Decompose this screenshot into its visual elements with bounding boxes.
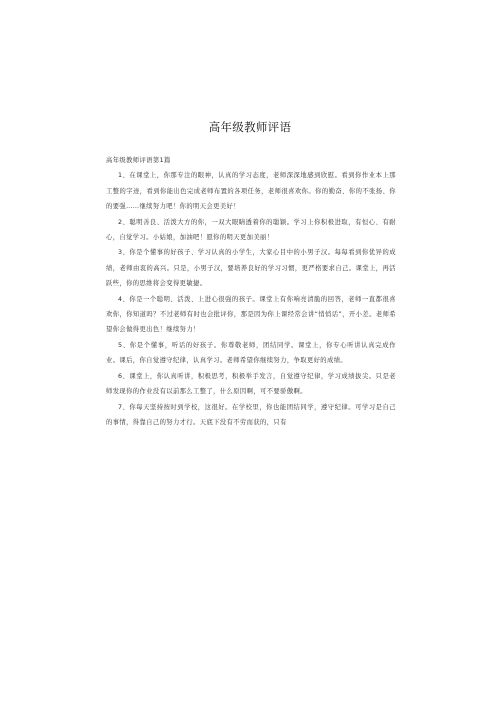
comment-paragraph-5: 5、你是个懂事，听话的好孩子。你尊敬老师，团结同学。课堂上，你专心听讲认真完成作业。课后，你自觉遵守纪律，认真学习。老师希望你继续努力，争取更好的成绩。 [106,341,396,365]
comment-paragraph-4: 4、你是一个聪明、活泼、上进心很强的孩子。课堂上有你响亮清脆的回答，老师一直都很喜欢你，你知道吗？不过老师有时也会批评你，那是因为你上课经常会讲“悄悄话”，开小差。老师希望你会做得更出色！继续努力！ [106,295,396,334]
comment-paragraph-1: 1、在课堂上，你那专注的眼神，认真的学习态度，老师深深地感到欣慰。看到你作业本上那工整的字迹，看到你能出色完成老师布置的各项任务，老师很喜欢你。你的勤奋、你的不张扬、你的要强……继续努力吧！你的明天会更美好！ [106,172,396,211]
section-subtitle: 高年级教师评语第1篇 [106,157,171,164]
comment-paragraph-6: 6、课堂上，你认真听讲，积极思考，积极举手发言，自觉遵守纪律，学习成绩拔尖。只是老师发现你的作业没有以前那么工整了，什么原因啊，可不要骄傲啊。 [106,372,396,396]
comment-paragraph-7: 7、你每天坚持按时到学校，这很好。在学校里，你也能团结同学，遵守纪律。可学习是自己的事情，得靠自己的努力才行。天底下没有不劳而获的，只有 [106,403,396,426]
comment-paragraph-3: 3、你是个懂事的好孩子、学习认真的小学生，大家心目中的小男子汉。每每看到你优异的成绩，老师由衷的高兴。只是，小男子汉，要培养良好的学习习惯，更严格要求自己。课堂上，再活跃些，你的思维将会变得更敏捷。 [106,249,396,288]
document-title: 高年级教师评语 [208,120,292,134]
document-body [106,153,396,430]
comment-paragraph-2: 2、聪明善良、活泼大方的你，一双大眼睛透着你的聪颖。学习上你积极进取，有恒心、有耐心，自觉学习。小姑娘，加油吧！愿你的明天更加美丽！ [106,218,396,242]
